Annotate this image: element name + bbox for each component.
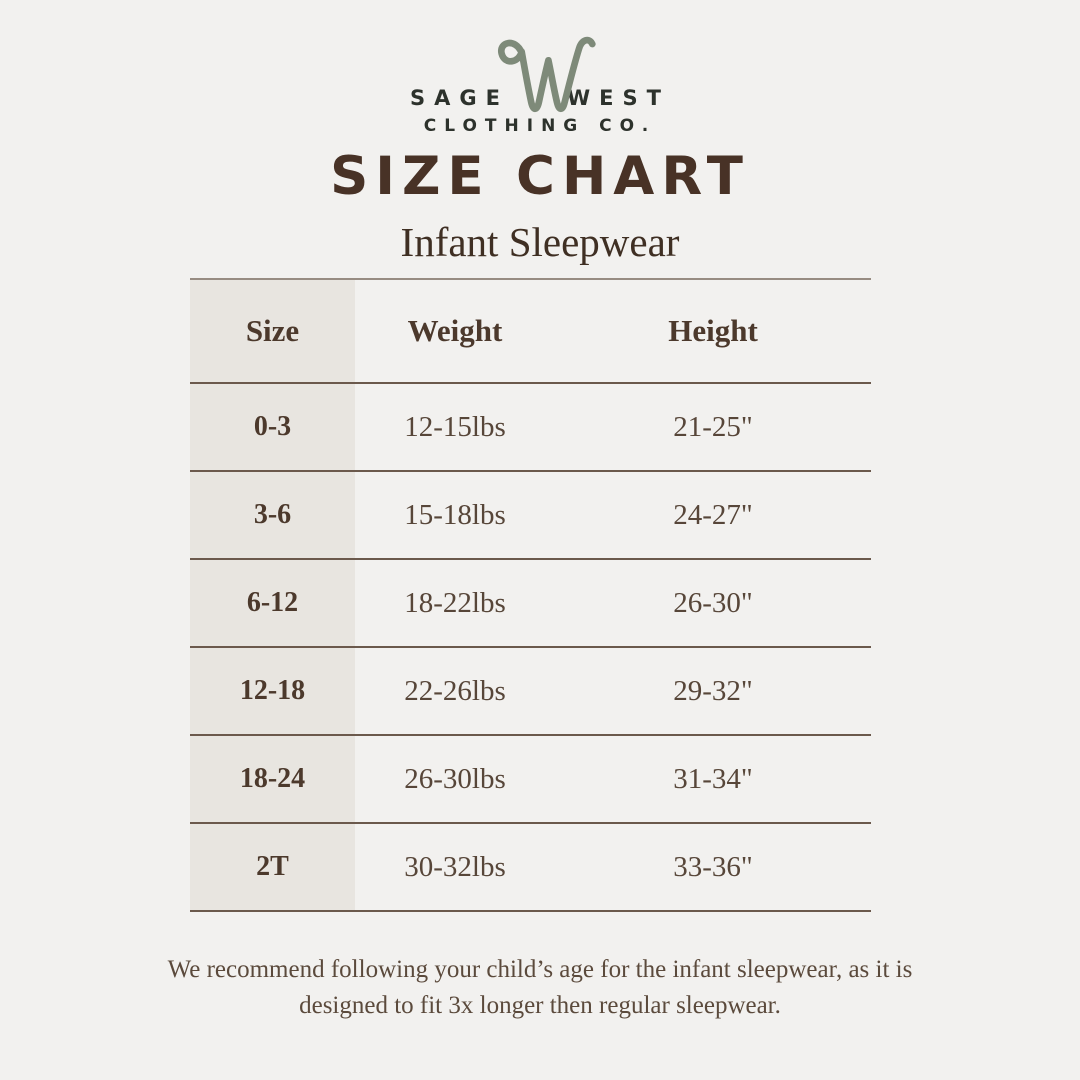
note-line-2: designed to fit 3x longer then regular sleepwear.	[299, 991, 781, 1019]
table-row	[190, 824, 871, 912]
weight-cell: 12-15lbs	[404, 410, 506, 443]
weight-cell: 22-26lbs	[404, 674, 506, 707]
w-monogram-icon	[494, 28, 599, 126]
brand-name-left: SAGE	[410, 86, 509, 110]
table-row	[190, 736, 871, 824]
size-table	[190, 278, 871, 912]
height-cell: 24-27"	[673, 498, 753, 531]
brand-logo	[0, 24, 1080, 144]
table-row	[190, 472, 871, 560]
size-cell: 3-6	[190, 472, 355, 558]
brand-name-right: WEST	[567, 86, 670, 110]
size-cell: 12-18	[190, 648, 355, 734]
height-cell: 21-25"	[673, 410, 753, 443]
table-row	[190, 384, 871, 472]
note-line-1: We recommend following your child’s age for the infant sleepwear, as it is	[167, 956, 913, 983]
weight-cell: 26-30lbs	[404, 762, 506, 795]
page-subtitle: Infant Sleepwear	[400, 219, 680, 265]
column-header-weight: Weight	[407, 313, 503, 348]
height-cell: 29-32"	[673, 674, 753, 707]
table-row	[190, 648, 871, 736]
weight-cell: 30-32lbs	[404, 850, 506, 883]
height-cell: 26-30"	[673, 586, 753, 619]
page-title: SIZE CHART	[330, 146, 750, 207]
brand-subtitle: CLOTHING CO.	[423, 116, 657, 136]
height-cell: 33-36"	[673, 850, 753, 883]
column-header-height: Height	[668, 313, 758, 348]
size-cell: 18-24	[190, 736, 355, 822]
weight-cell: 18-22lbs	[404, 586, 506, 619]
column-header-size: Size	[190, 280, 355, 382]
size-cell: 0-3	[190, 384, 355, 470]
size-cell: 6-12	[190, 560, 355, 646]
height-cell: 31-34"	[673, 762, 753, 795]
table-row	[190, 560, 871, 648]
recommendation-note	[0, 952, 1080, 1023]
table-header-row	[190, 280, 871, 384]
weight-cell: 15-18lbs	[404, 498, 506, 531]
size-cell: 2T	[190, 824, 355, 910]
